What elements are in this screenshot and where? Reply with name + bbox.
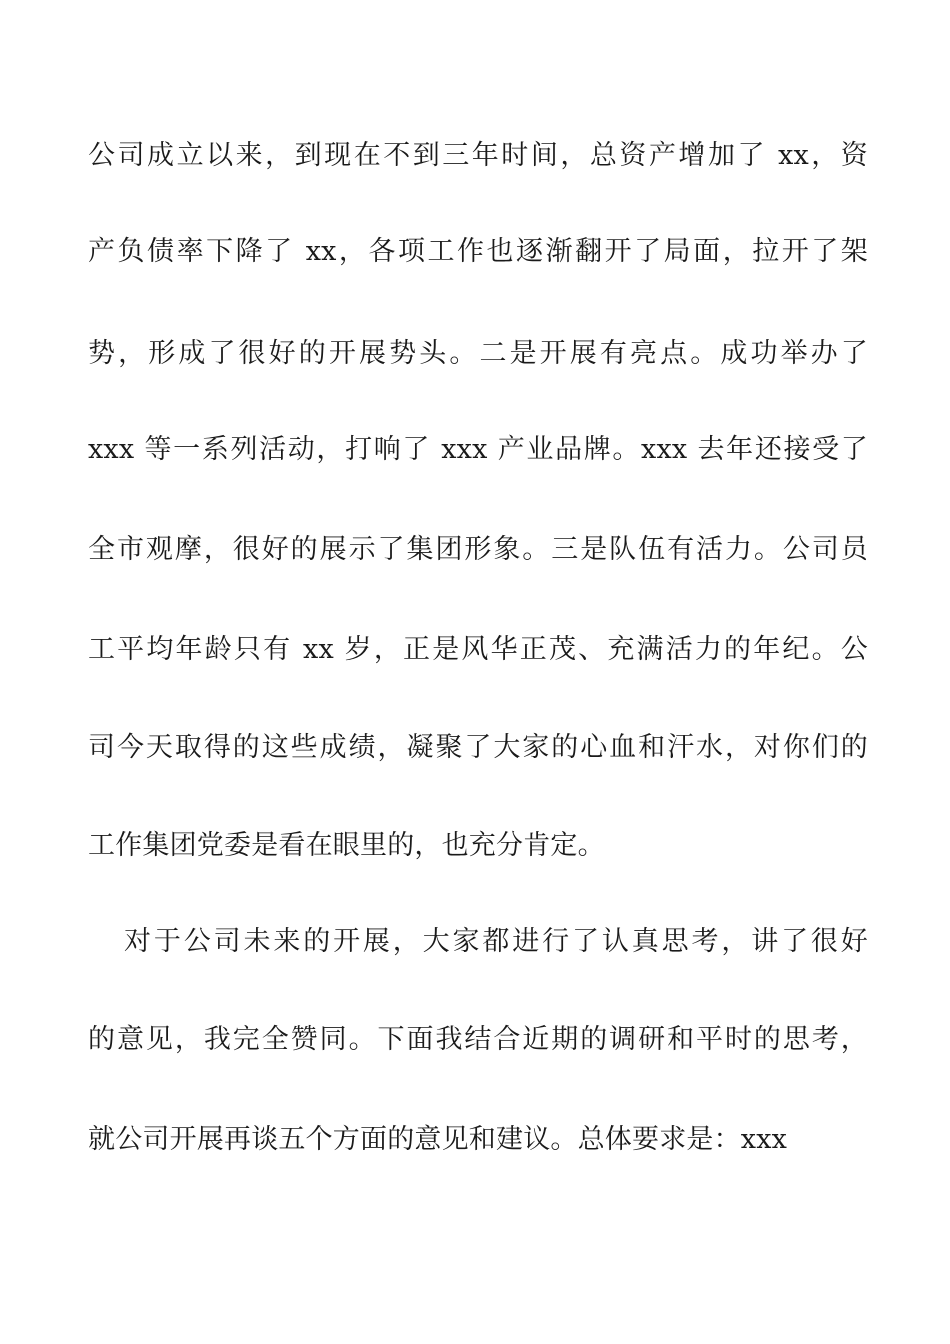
paragraph-1-line-5: 全市观摩，很好的展示了集团形象。三是队伍有活力。公司员 — [88, 534, 868, 565]
paragraph-1-line-1: 公司成立以来，到现在不到三年时间，总资产增加了 xx，资 — [88, 140, 868, 171]
paragraph-1-line-6: 工平均年龄只有 xx 岁，正是风华正茂、充满活力的年纪。公 — [88, 634, 868, 665]
paragraph-1-line-3: 势，形成了很好的开展势头。二是开展有亮点。成功举办了 — [88, 338, 868, 369]
paragraph-1-line-8: 工作集团党委是看在眼里的，也充分肯定。 — [88, 830, 605, 861]
paragraph-1-line-2: 产负债率下降了 xx，各项工作也逐渐翻开了局面，拉开了架 — [88, 236, 868, 267]
paragraph-2-line-2: 的意见，我完全赞同。下面我结合近期的调研和平时的思考， — [88, 1024, 868, 1055]
paragraph-2-line-3: 就公司开展再谈五个方面的意见和建议。总体要求是：xxx — [88, 1124, 788, 1155]
paragraph-1-line-4: xxx 等一系列活动，打响了 xxx 产业品牌。xxx 去年还接受了 — [88, 434, 868, 465]
paragraph-1-line-7: 司今天取得的这些成绩，凝聚了大家的心血和汗水，对你们的 — [88, 732, 868, 763]
paragraph-2-line-1: 对于公司未来的开展，大家都进行了认真思考，讲了很好 — [124, 926, 868, 957]
